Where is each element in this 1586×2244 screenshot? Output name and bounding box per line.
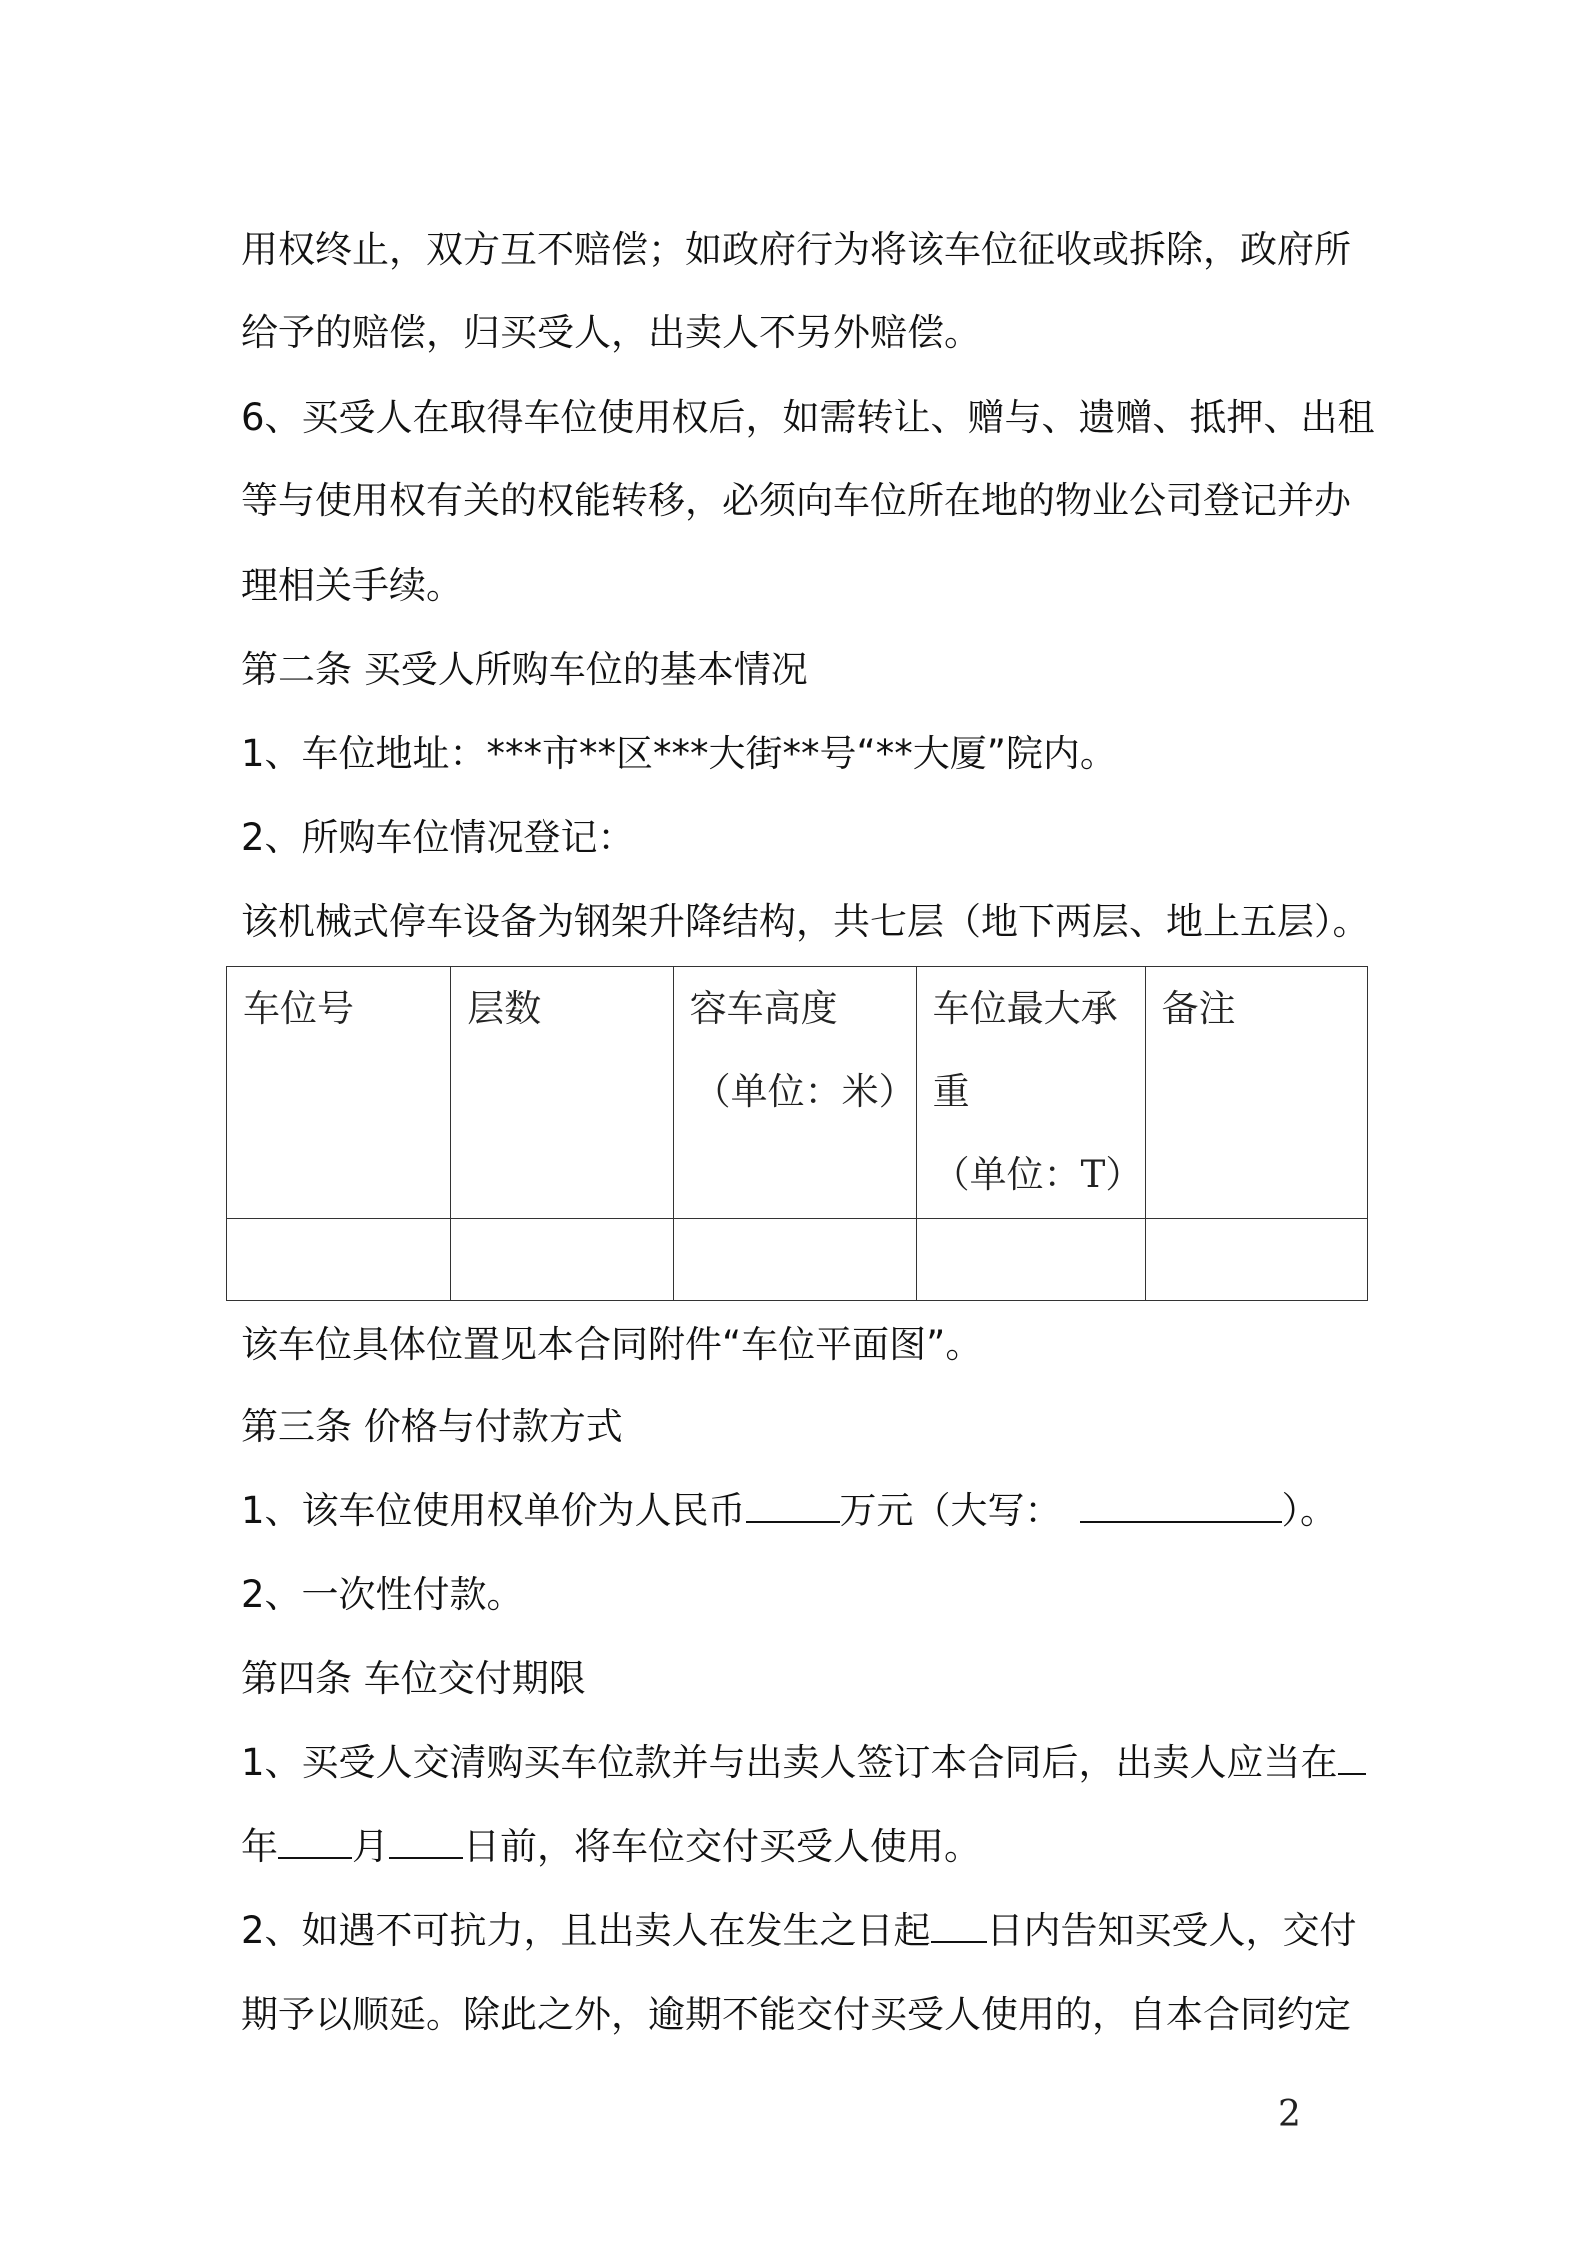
force-majeure-line-2: 期予以顺延。除此之外，逾期不能交付买受人使用的，自本合同约定 <box>241 1993 1351 2036</box>
header-cell-floor: 层数 <box>451 967 673 1219</box>
day-blank <box>389 1856 463 1859</box>
table-row <box>227 1219 1368 1301</box>
article-4-heading: 第四条 车位交付期限 <box>241 1657 586 1700</box>
price-line: 1、该车位使用权单价为人民币 万元（大写： ）。 <box>241 1489 1338 1532</box>
table-header-row <box>227 967 1368 1219</box>
article-2-heading: 第二条 买受人所购车位的基本情况 <box>241 648 808 691</box>
year-blank-start <box>1338 1772 1366 1775</box>
header-cell-space-number: 车位号 <box>227 967 451 1219</box>
delivery-line-1: 1、买受人交清购买车位款并与出卖人签订本合同后，出卖人应当在 <box>241 1738 1366 1788</box>
equipment-description: 该机械式停车设备为钢架升降结构，共七层（地下两层、地上五层）。 <box>241 900 1370 943</box>
location-note: 该车位具体位置见本合同附件“车位平面图”。 <box>241 1323 983 1366</box>
table-cell <box>451 1219 673 1301</box>
table-cell <box>1145 1219 1367 1301</box>
delivery-line-2: 年 月 日前，将车位交付买受人使用。 <box>241 1825 981 1868</box>
clause-6-line-3: 理相关手续。 <box>241 564 463 607</box>
paragraph-line: 给予的赔偿，归买受人，出卖人不另外赔偿。 <box>241 311 981 354</box>
header-cell-max-weight: 车位最大承 重 （单位：T） <box>916 967 1145 1219</box>
price-words-blank <box>1080 1520 1282 1523</box>
clause-6-line-1: 6、买受人在取得车位使用权后，如需转让、赠与、遗赠、抵押、出租 <box>241 396 1375 439</box>
year-blank <box>278 1856 352 1859</box>
header-cell-remarks: 备注 <box>1145 967 1367 1219</box>
page-number: 2 <box>1278 2094 1301 2135</box>
paragraph-line: 用权终止，双方互不赔偿；如政府行为将该车位征收或拆除，政府所 <box>241 228 1351 271</box>
payment-method: 2、一次性付款。 <box>241 1573 524 1616</box>
header-cell-height: 容车高度 （单位：米） <box>673 967 916 1219</box>
days-blank <box>931 1940 987 1943</box>
table-cell <box>916 1219 1145 1301</box>
table-cell <box>227 1219 451 1301</box>
parking-registration-heading: 2、所购车位情况登记： <box>241 816 635 859</box>
parking-address: 1、车位地址：***市**区***大街**号“**大厦”院内。 <box>241 732 1117 775</box>
article-3-heading: 第三条 价格与付款方式 <box>241 1405 623 1448</box>
parking-spec-table <box>226 966 1368 1301</box>
table-cell <box>673 1219 916 1301</box>
price-blank <box>746 1520 840 1523</box>
force-majeure-line-1: 2、如遇不可抗力，且出卖人在发生之日起 日内告知买受人，交付 <box>241 1909 1357 1952</box>
clause-6-line-2: 等与使用权有关的权能转移，必须向车位所在地的物业公司登记并办 <box>241 479 1351 522</box>
